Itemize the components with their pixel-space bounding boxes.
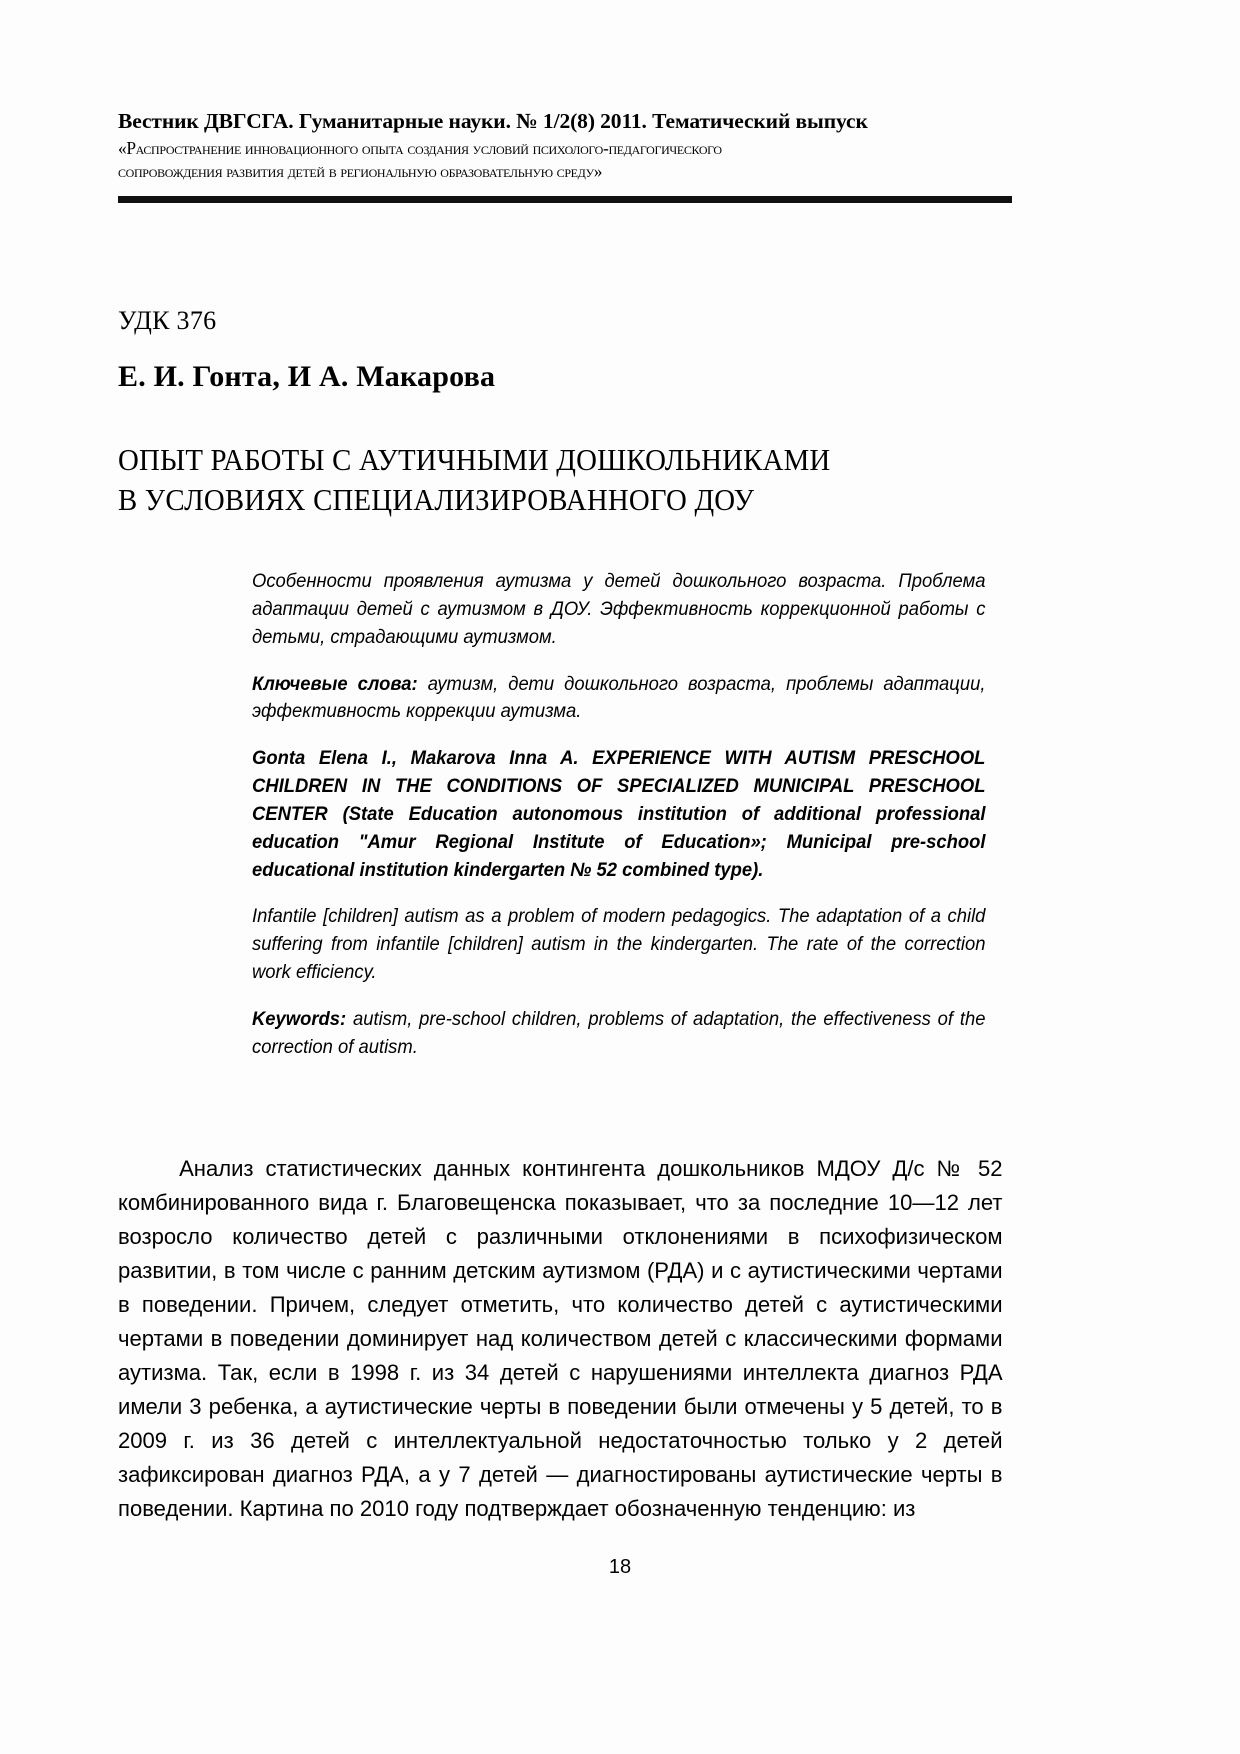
article-title-line-1: ОПЫТ РАБОТЫ С АУТИЧНЫМИ ДОШКОЛЬНИКАМИ bbox=[118, 442, 831, 477]
keywords-russian bbox=[252, 671, 985, 727]
abstract-block bbox=[252, 568, 1016, 1062]
running-head bbox=[118, 108, 1018, 183]
keywords-russian-text: аутизм, дети дошкольного возраста, проблемы адаптации, эффективность коррекции аутизма. bbox=[252, 673, 986, 723]
author-names: Е. И. Гонта, И А. Макарова bbox=[118, 360, 496, 393]
running-head-subtitle-line-2: сопровождения развития детей в региональную образовательную среду» bbox=[118, 161, 603, 182]
abstract-english: Infantile [children] autism as a problem of modern pedagogics. The adaptation of a child suffering from infantile [children] autism in the kindergarten. The rate of the correction work efficiency. bbox=[252, 906, 986, 984]
page-title bbox=[118, 440, 936, 521]
keywords-russian-label: Ключевые слова: bbox=[252, 673, 418, 695]
keywords-english bbox=[252, 1006, 985, 1062]
keywords-english-label: Keywords: bbox=[252, 1008, 347, 1030]
running-head-subtitle-line-1: «Распространение инновационного опыта создания условий психолого-педагогического bbox=[118, 138, 722, 159]
keywords-english-text: autism, pre-school children, problems of adaptation, the effectiveness of the correction of autism. bbox=[252, 1008, 986, 1058]
abstract-russian: Особенности проявления аутизма у детей дошкольного возраста. Проблема адаптации детей с аутизмом в ДОУ. Эффективность коррекционной работы с детьми, страдающими аутизмом. bbox=[252, 571, 986, 648]
udc-code: УДК 376 bbox=[118, 306, 217, 335]
header-divider-rule bbox=[118, 196, 1012, 203]
body-paragraph: Анализ статистических данных контингента дошкольников МДОУ Д/с № 52 комбинированного вида г. Благовещенска показывает, что за последние 10—12 лет возросло количество детей с различными отклонениями в психофизическом развитии, в том числе с ранним детским аутизмом (РДА) и с аутистическими чертами в поведении. Причем, следует отметить, что количество детей с аутистическими чертами в поведении доминирует над количеством детей с классическими формами аутизма. Так, если в 1998 г. из 34 детей с нарушениями интеллекта диагноз РДА имели 3 ребенка, а аутистические черты в поведении были отмечены у 5 детей, то в 2009 г. из 36 детей с интеллектуальной недостаточностью только у 2 детей зафиксирован диагноз РДА, а у 7 детей — диагностированы аутистические черты в поведении. Картина по 2010 году подтверждает обозначенную тенденцию: из bbox=[118, 1156, 1003, 1522]
article-title-line-2: В УСЛОВИЯХ СПЕЦИАЛИЗИРОВАННОГО ДОУ bbox=[118, 482, 755, 518]
running-head-title: Вестник ДВГСГА. Гуманитарные науки. № 1/2(8) 2011. Тематический выпуск bbox=[118, 109, 868, 133]
page-number: 18 bbox=[608, 1556, 632, 1578]
abstract-english-heading: Gonta Elena I., Makarova Inna A. EXPERIENCE WITH AUTISM PRESCHOOL CHILDREN IN THE CONDITIONS OF SPECIALIZED MUNICIPAL PRESCHOOL CENTER (State Education autonomous institution of additional professional education "Amur Regional Institute of Education»; Municipal pre-school educational institution kindergarten № 52 combined type). bbox=[252, 748, 986, 881]
